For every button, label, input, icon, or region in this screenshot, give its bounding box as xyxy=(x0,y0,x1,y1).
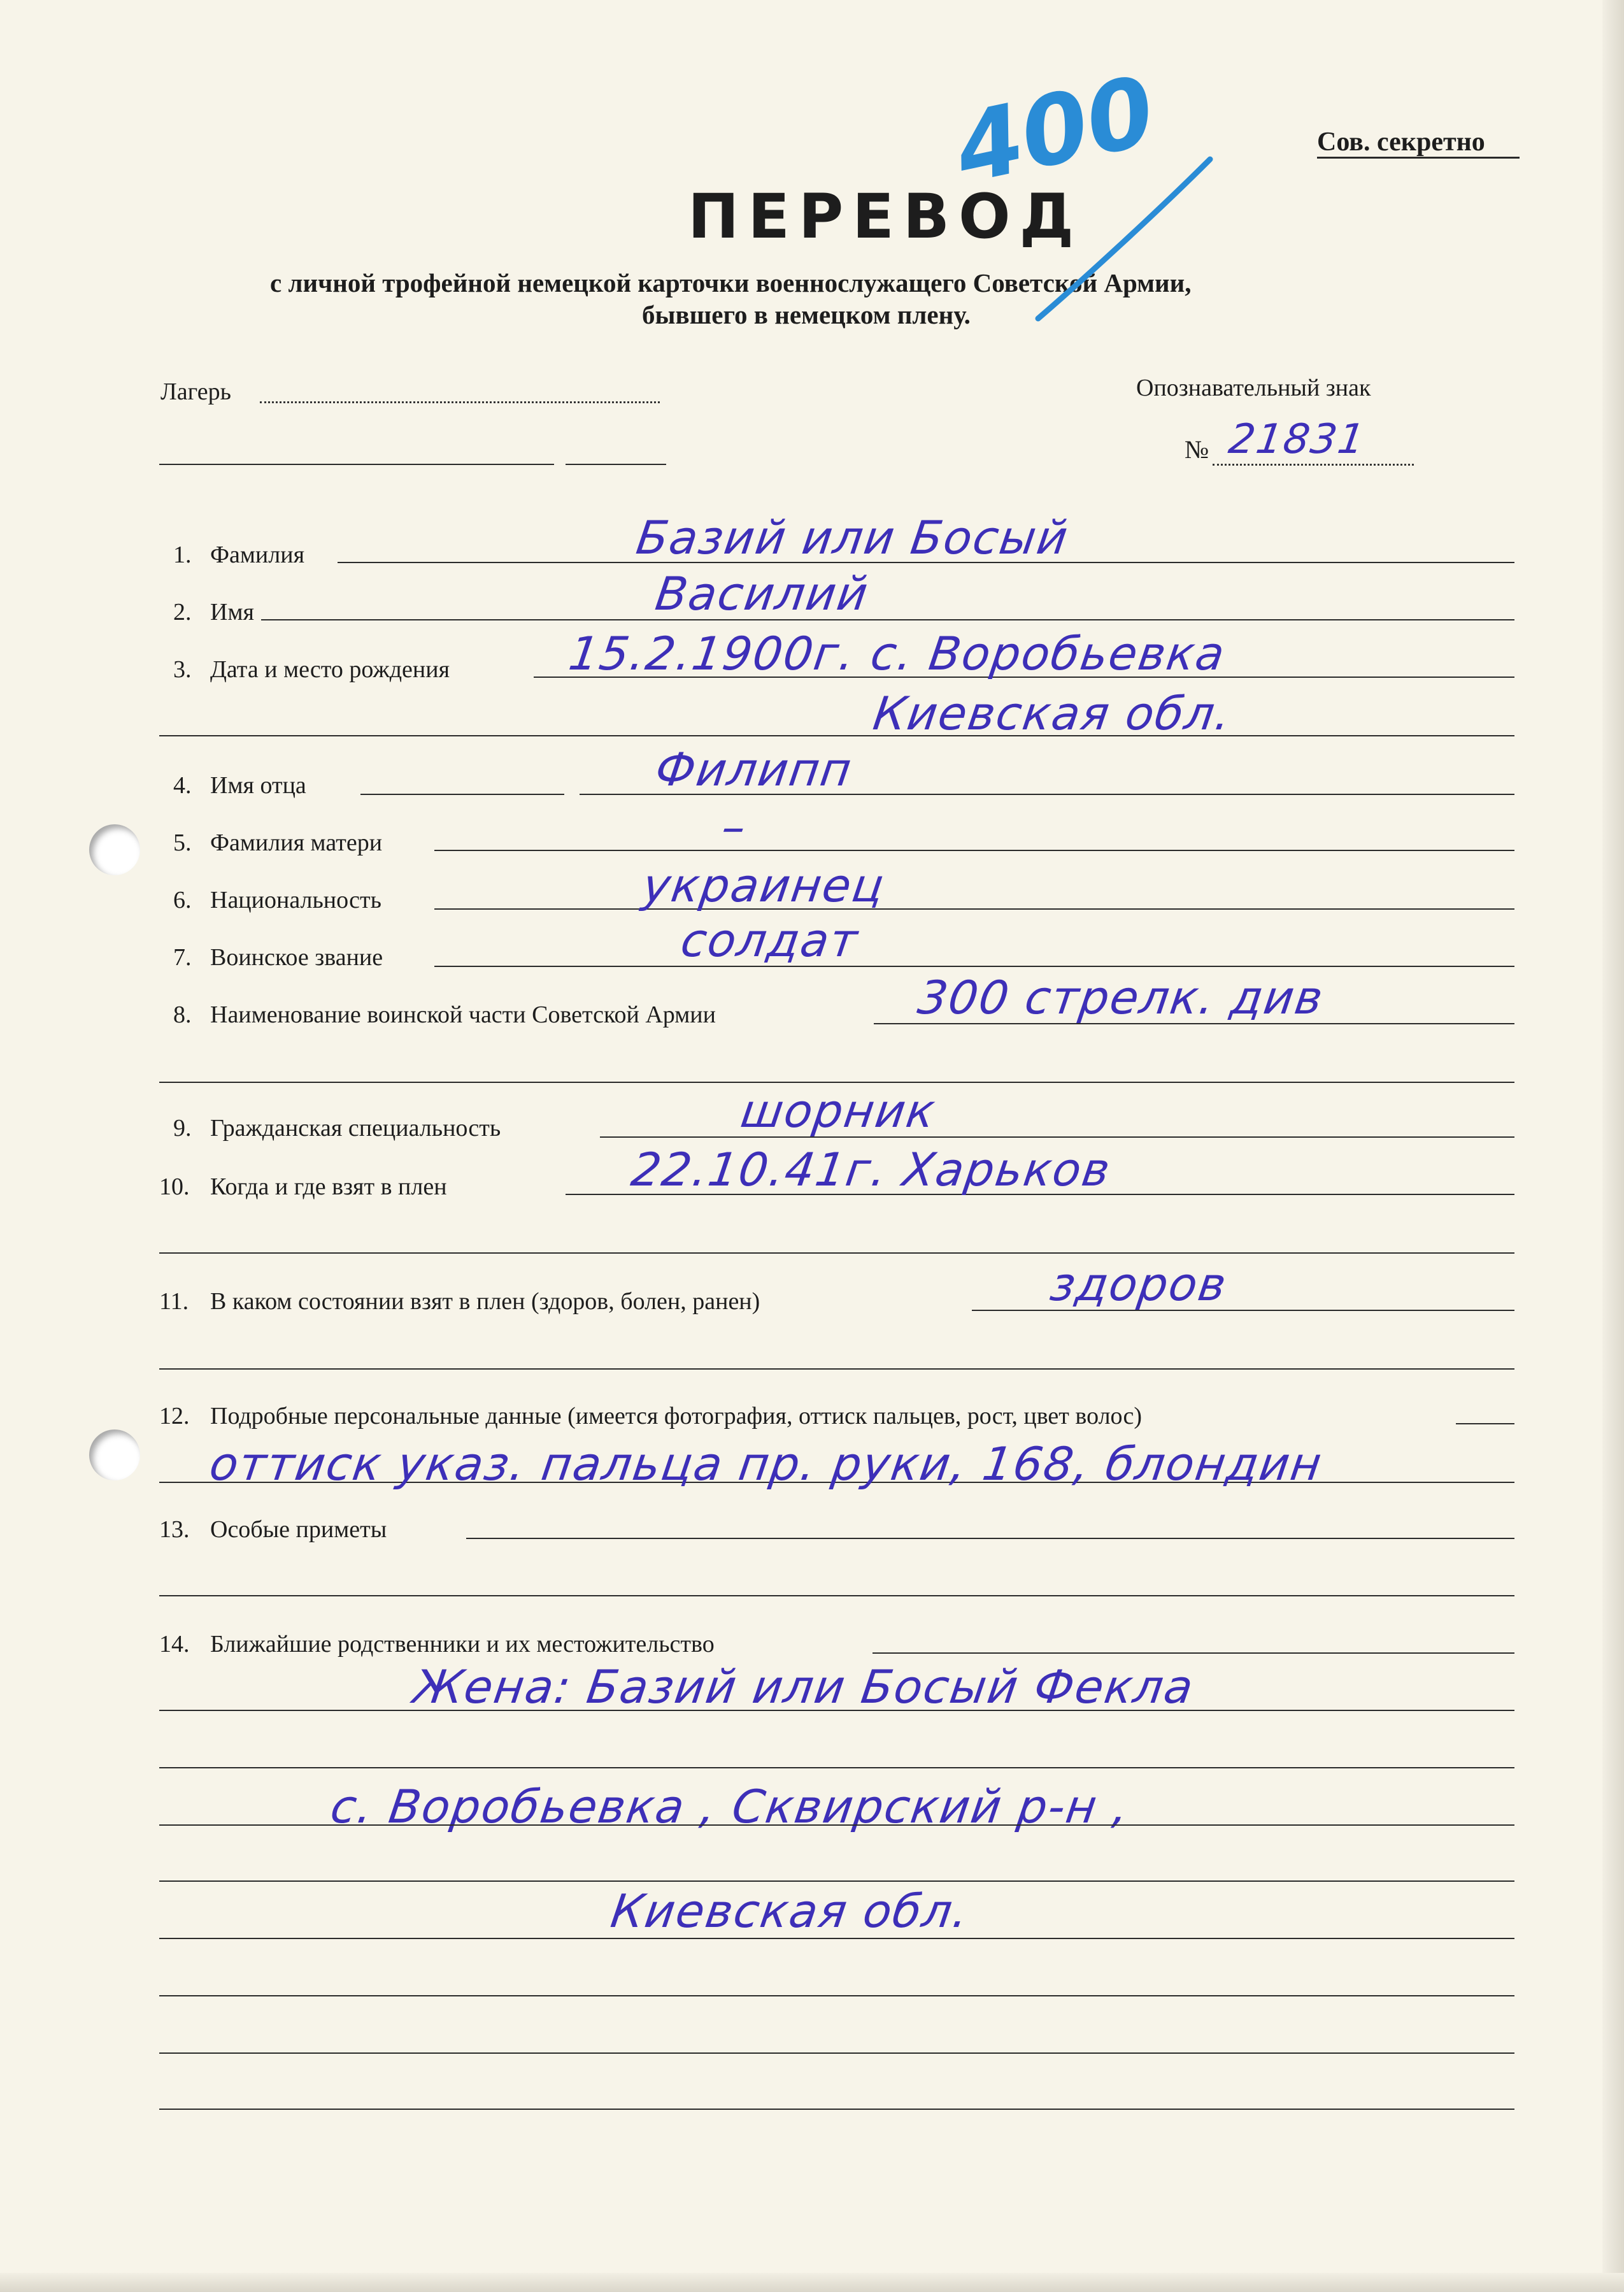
field-7-number: 7. xyxy=(173,944,192,971)
id-mark-number: 21831 xyxy=(1225,416,1369,463)
field-1-number: 1. xyxy=(173,541,192,568)
field-14-number: 14. xyxy=(159,1631,190,1658)
field-9-value: шорник xyxy=(737,1084,939,1138)
archive-number-stamp: 400 xyxy=(946,55,1164,206)
field-11-value: здоров xyxy=(1047,1257,1231,1311)
field-10-label: Когда и где взят в плен xyxy=(210,1173,447,1200)
field-6-label: Национальность xyxy=(210,887,381,913)
field-9-label: Гражданская специальность xyxy=(210,1115,501,1142)
field-8-number: 8. xyxy=(173,1001,192,1028)
field-11-number: 11. xyxy=(159,1288,189,1315)
field-6-number: 6. xyxy=(173,887,192,913)
field-3-value-2: Киевская обл. xyxy=(870,687,1236,740)
field-3-label: Дата и место рождения xyxy=(210,656,450,683)
field-13-number: 13. xyxy=(159,1516,190,1543)
field-3-value: 15.2.1900г. с. Воробьевка xyxy=(566,627,1229,680)
page-title: ПЕРЕВОД xyxy=(688,181,1083,252)
field-4-label: Имя отца xyxy=(210,772,306,799)
field-2-number: 2. xyxy=(173,599,192,626)
field-12-number: 12. xyxy=(159,1403,190,1429)
field-10-number: 10. xyxy=(159,1173,190,1200)
field-13-label: Особые приметы xyxy=(210,1516,387,1543)
field-9-number: 9. xyxy=(173,1115,192,1142)
field-8-label: Наименование воинской части Советской Армии xyxy=(210,1001,716,1028)
field-11-label: В каком состоянии взят в плен (здоров, болен, ранен) xyxy=(210,1288,760,1315)
camp-label: Лагерь xyxy=(160,378,231,405)
field-5-value: – xyxy=(718,800,750,854)
field-4-number: 4. xyxy=(173,772,192,799)
field-14-value-2: с. Воробьевка , Сквирский р-н , xyxy=(327,1780,1134,1833)
field-2-label: Имя xyxy=(210,599,254,626)
id-mark-label: Опознавательный знак xyxy=(1136,375,1371,401)
field-4-value: Филипп xyxy=(652,743,856,796)
field-6-value: украинец xyxy=(639,859,888,912)
field-12-value: оттиск указ. пальца пр. руки, 168, блондин xyxy=(206,1437,1326,1491)
blue-pencil-stroke xyxy=(1038,159,1210,319)
subtitle-line-2: бывшего в немецком плену. xyxy=(642,300,971,329)
field-7-value: солдат xyxy=(678,913,862,967)
field-5-number: 5. xyxy=(173,829,192,856)
field-8-value: 300 стрелк. див xyxy=(915,971,1328,1024)
field-14-value-3: Киевская обл. xyxy=(608,1884,973,1938)
subtitle-line-1: с личной трофейной немецкой карточки военнослужащего Советской Армии, xyxy=(270,268,1192,297)
field-5-label: Фамилия матери xyxy=(210,829,383,856)
field-7-label: Воинское звание xyxy=(210,944,383,971)
field-14-label: Ближайшие родственники и их местожительство xyxy=(210,1631,715,1658)
classification-mark: Сов. секретно xyxy=(1317,127,1485,157)
field-10-value: 22.10.41г. Харьков xyxy=(628,1143,1115,1196)
field-1-value: Базий или Босый xyxy=(633,511,1072,564)
field-14-value: Жена: Базий или Босый Фекла xyxy=(410,1660,1198,1714)
id-mark-number-sign: № xyxy=(1185,435,1209,464)
field-12-label: Подробные персональные данные (имеется фотография, оттиск пальцев, рост, цвет волос) xyxy=(210,1403,1142,1429)
field-2-value: Василий xyxy=(652,567,873,620)
field-1-label: Фамилия xyxy=(210,541,305,568)
field-3-number: 3. xyxy=(173,656,192,683)
